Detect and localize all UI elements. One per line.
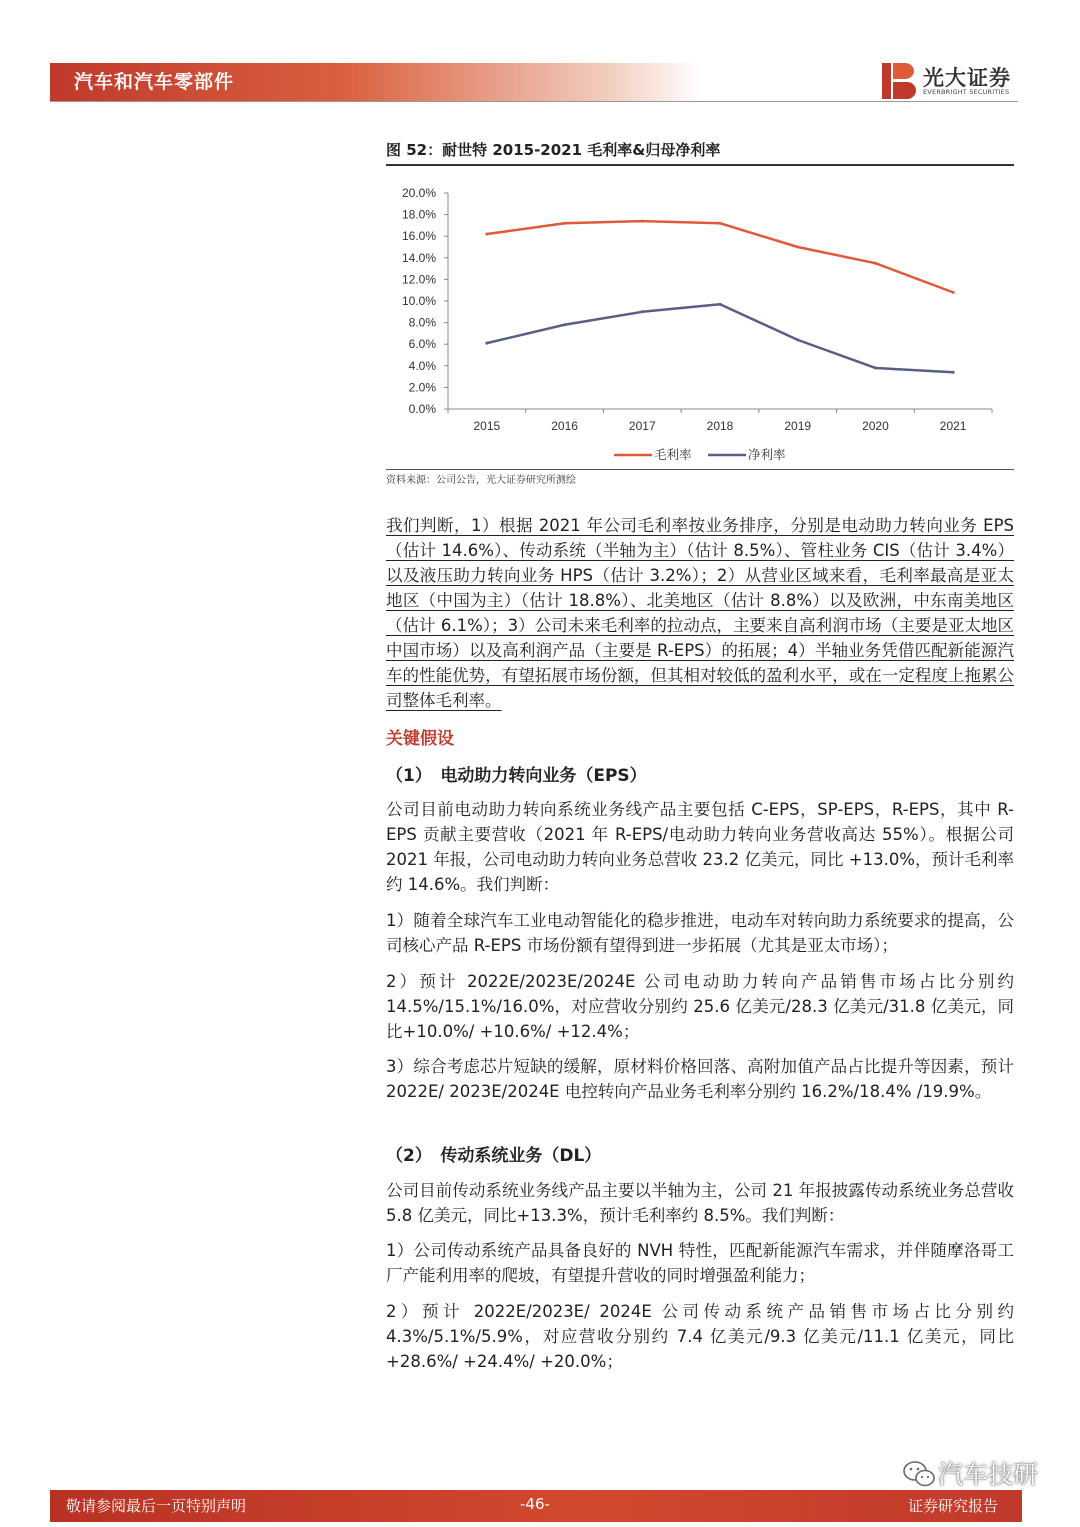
page-number: -46- — [520, 1495, 550, 1513]
figure-title: 图 52：耐世特 2015-2021 毛利率&归母净利率 — [386, 141, 721, 159]
eps-heading: （1） 电动助力转向业务（EPS） — [386, 766, 647, 786]
header-category: 汽车和汽车零部件 — [74, 71, 235, 93]
dl-paragraph-2: 1）公司传动系统产品具备良好的 NVH 特性，匹配新能源汽车需求，并伴随摩洛哥工厂产能利用率的爬坡，有望提升营收的同时增强盈利能力； — [386, 1241, 1014, 1285]
series-2-point — [563, 323, 566, 326]
series-1-point — [563, 222, 566, 225]
wechat-icon — [902, 1459, 936, 1489]
series-line-1 — [487, 221, 953, 292]
series-1-point — [952, 291, 955, 294]
y-tick-label: 20.0% — [401, 186, 436, 200]
series-1-point — [719, 222, 722, 225]
x-tick-label: 2020 — [862, 419, 889, 433]
key-assumptions-heading: 关键假设 — [386, 729, 454, 749]
series-1-point — [874, 262, 877, 265]
y-tick-label: 12.0% — [401, 272, 436, 287]
series-2-point — [485, 342, 488, 345]
x-tick-label: 2016 — [551, 419, 578, 433]
dl-paragraph-1: 公司目前传动系统业务线产品主要以半轴为主，公司 21 年报披露传动系统业务总营收 5.8 亿美元，同比+13.3%，预计毛利率约 8.5%。我们判断： — [386, 1181, 1014, 1225]
legend-label: 净利率 — [748, 447, 786, 462]
series-line-2 — [487, 304, 953, 372]
x-tick-label: 2018 — [706, 419, 734, 433]
series-2-point — [796, 338, 799, 341]
y-tick-label: 2.0% — [408, 380, 436, 395]
header-divider — [50, 101, 1018, 102]
dl-heading: （2） 传动系统业务（DL） — [386, 1146, 602, 1166]
y-tick-label: 8.0% — [408, 315, 436, 330]
series-2-point — [874, 366, 877, 369]
series-1-point — [641, 220, 644, 223]
analysis-paragraph: 我们判断，1）根据 2021 年公司毛利率按业务排序，分别是电动助力转向业务 EPS（估计 14.6%）、传动系统（半轴为主）（估计 8.5%）、管柱业务 CIS（估计 3.4%）以及液压助力转向业务 HPS（估计 3.2%）；2）从营业区域来看，毛利率最高是亚太地区（中国为主）（估计 18.8%）、北美地区（估计 8.8%）以及欧洲，中东南美地区（估计 6.1%）；3）公司未来毛利率的拉动点，主要来自高利润市场（主要是亚太地区中国市场）以及高利润产品（主要是 R-EPS）的拓展；4）半轴业务凭借匹配新能源汽车的性能优势，有望拓展市场份额，但其相对较低的盈利水平，或在一定程度上拖累公司整体毛利率。 — [386, 516, 1014, 710]
margin-line-chart — [386, 170, 1014, 468]
figure-source: 资料来源：公司公告，光大证券研究所测绘 — [386, 475, 576, 486]
y-tick-label: 14.0% — [401, 250, 436, 265]
company-name: 光大证券 — [923, 66, 1011, 90]
x-tick-label: 2017 — [628, 419, 656, 433]
y-tick-label: 10.0% — [401, 294, 436, 308]
y-tick-label: 6.0% — [408, 337, 436, 352]
eps-paragraph-3: 2）预计 2022E/2023E/2024E 公司电动助力转向产品销售市场占比分别约 14.5%/15.1%/16.0%，对应营收分别约 25.6 亿美元/28.3 亿美元/31.8 亿美元，同比+10.0%/ +10.6%/ +12.4%； — [386, 972, 1014, 1041]
watermark-text: 汽车技研 — [938, 1460, 1039, 1489]
footer-report-type: 证券研究报告 — [908, 1497, 999, 1515]
series-1-point — [485, 233, 488, 236]
company-subtitle: EVERBRIGHT SECURITIES — [923, 88, 1010, 96]
series-2-point — [952, 371, 955, 374]
eps-paragraph-4: 3）综合考虑芯片短缺的缓解，原材料价格回落、高附加值产品占比提升等因素，预计 2022E/ 2023E/2024E 电控转向产品业务毛利率分别约 16.2%/18.4% /19.9%。 — [386, 1057, 1014, 1101]
x-tick-label: 2015 — [473, 419, 501, 433]
x-tick-label: 2019 — [784, 419, 812, 433]
eps-paragraph-1: 公司目前电动助力转向系统业务线产品主要包括 C-EPS，SP-EPS，R-EPS，其中 R-EPS 贡献主要营收（2021 年 R-EPS/电动助力转向业务营收高达 55%）。根据公司 2021 年报，公司电动助力转向业务总营收 23.2 亿美元，同比 +13.0%，预计毛利率约 14.6%。我们判断： — [386, 800, 1014, 894]
series-2-point — [641, 310, 644, 313]
y-tick-label: 4.0% — [408, 358, 436, 373]
figure-top-rule — [386, 164, 1014, 166]
y-tick-label: 18.0% — [401, 207, 436, 222]
eps-paragraph-2: 1）随着全球汽车工业电动智能化的稳步推进，电动车对转向助力系统要求的提高，公司核心产品 R-EPS 市场份额有望得到进一步拓展（尤其是亚太市场）； — [386, 911, 1014, 955]
series-2-point — [719, 303, 722, 306]
legend-label: 毛利率 — [654, 447, 692, 462]
figure-bottom-rule — [386, 469, 1014, 470]
series-1-point — [796, 246, 799, 249]
y-tick-label: 16.0% — [401, 229, 436, 244]
y-tick-label: 0.0% — [408, 402, 436, 416]
x-tick-label: 2021 — [939, 419, 967, 433]
dl-paragraph-3: 2）预计 2022E/2023E/ 2024E 公司传动系统产品销售市场占比分别约 4.3%/5.1%/5.9%，对应营收分别约 7.4 亿美元/9.3 亿美元/11.1 亿美元，同比 +28.6%/ +24.4%/ +20.0%； — [386, 1302, 1014, 1371]
footer-disclaimer: 敬请参阅最后一页特别声明 — [66, 1497, 247, 1515]
